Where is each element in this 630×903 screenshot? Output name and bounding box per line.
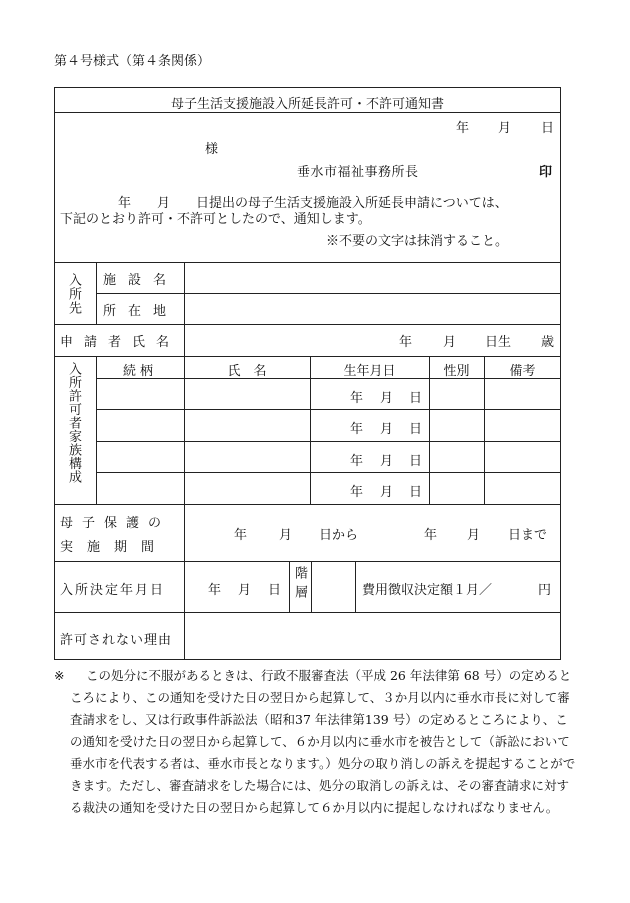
footnote-mark: ※ [54,668,65,683]
reason-label: 許可されない理由 [60,633,173,648]
applicant-birth-month: 月 [443,335,457,350]
date-day: 日 [541,121,555,136]
row-birth-year: 年 [350,454,364,469]
header-relation: 続柄 [122,364,157,379]
rule [96,472,561,473]
applicant-birth-year: 年 [399,335,413,350]
protection-label-line2: 実施期間 [60,540,169,555]
rule [289,561,290,612]
rule [54,561,561,562]
date-year: 年 [456,121,470,136]
facility-name-label: 施設名 [103,273,179,288]
sender-name: 垂水市福祉事務所長 [297,165,419,180]
seal-mark: 印 [539,165,553,180]
rule [54,112,561,113]
decision-label: 入所決定年月日 [60,583,166,598]
period-from-year: 年 [234,528,248,543]
applicant-label: 申請者氏名 [60,335,181,350]
row-birth-year: 年 [350,422,364,437]
period-to-year: 年 [424,528,438,543]
period-to-day: 日まで [508,528,548,543]
body-line-2: 下記のとおり許可・不許可としたので、通知します。 [60,212,371,227]
floor-label: 階層 [292,566,307,604]
document-title: 母子生活支援施設入所延長許可・不許可通知書 [170,97,444,112]
header-sex: 性別 [443,364,470,379]
header-remarks: 備考 [509,364,536,379]
row-birth-day: 日 [409,485,423,500]
rule [96,441,561,442]
decision-year: 年 [208,583,222,598]
date-month: 月 [498,121,512,136]
row-birth-day: 日 [409,454,423,469]
period-to-month: 月 [467,528,481,543]
rule [96,262,97,324]
rule [96,293,561,294]
protection-label-line1: 母子保護の [60,516,171,531]
header-birthdate: 生年月日 [343,364,396,379]
rule [311,561,312,612]
rule [184,262,185,660]
addressee-suffix: 様 [205,142,219,157]
rule [355,561,356,612]
footnote-text: この処分に不服があるときは、行政不服審査法（平成 26 年法律第 68 号）の定めるところにより、この通知を受けた日の翌日から起算して、３か月以内に垂水市長に対して審査請求をし、又は行政事件訴訟法（昭和37 年法律第139 号）の定めるところにより、この通知を受けた日の翌日から起算して、６か月以内に垂水市を被告として（訴訟において垂水市を代表する者は、垂水市長となります。）処分の取り消しの訴えを提起することができます。ただし、審査請求をした場合には、処分の取消しの訴えは、その審査請求に対する裁決の通知を受けた日の翌日から起算して６か月以内に提起しなければなりません。 [70,668,576,815]
facility-group-label: 入所先 [66,273,81,315]
row-birth-day: 日 [409,391,423,406]
body-line-1: 年 月 日提出の母子生活支援施設入所延長申請については、 [118,196,508,211]
period-from-month: 月 [279,528,293,543]
row-birth-month: 月 [380,391,394,406]
row-birth-month: 月 [380,422,394,437]
rule [54,262,561,263]
family-group-label: 入所許可者家族構成 [66,362,81,484]
rule [54,504,561,505]
row-birth-month: 月 [380,485,394,500]
row-birth-year: 年 [350,485,364,500]
period-from-day: 日から [319,528,359,543]
rule [96,409,561,410]
decision-day: 日 [268,583,282,598]
fee-unit: 円 [538,583,552,598]
row-birth-month: 月 [380,454,394,469]
body-note: ※不要の文字は抹消すること。 [326,234,509,249]
row-birth-year: 年 [350,391,364,406]
form-number: 第４号様式（第４条関係） [54,54,211,69]
decision-month: 月 [238,583,252,598]
row-birth-day: 日 [409,422,423,437]
rule [54,612,561,613]
applicant-age-unit: 歳 [541,335,555,350]
applicant-birth-day: 日生 [485,335,512,350]
facility-address-label: 所在地 [103,304,179,319]
fee-label: 費用徴収決定額１月／ [362,583,493,598]
header-name: 氏 名 [227,364,267,379]
rule [54,324,561,325]
